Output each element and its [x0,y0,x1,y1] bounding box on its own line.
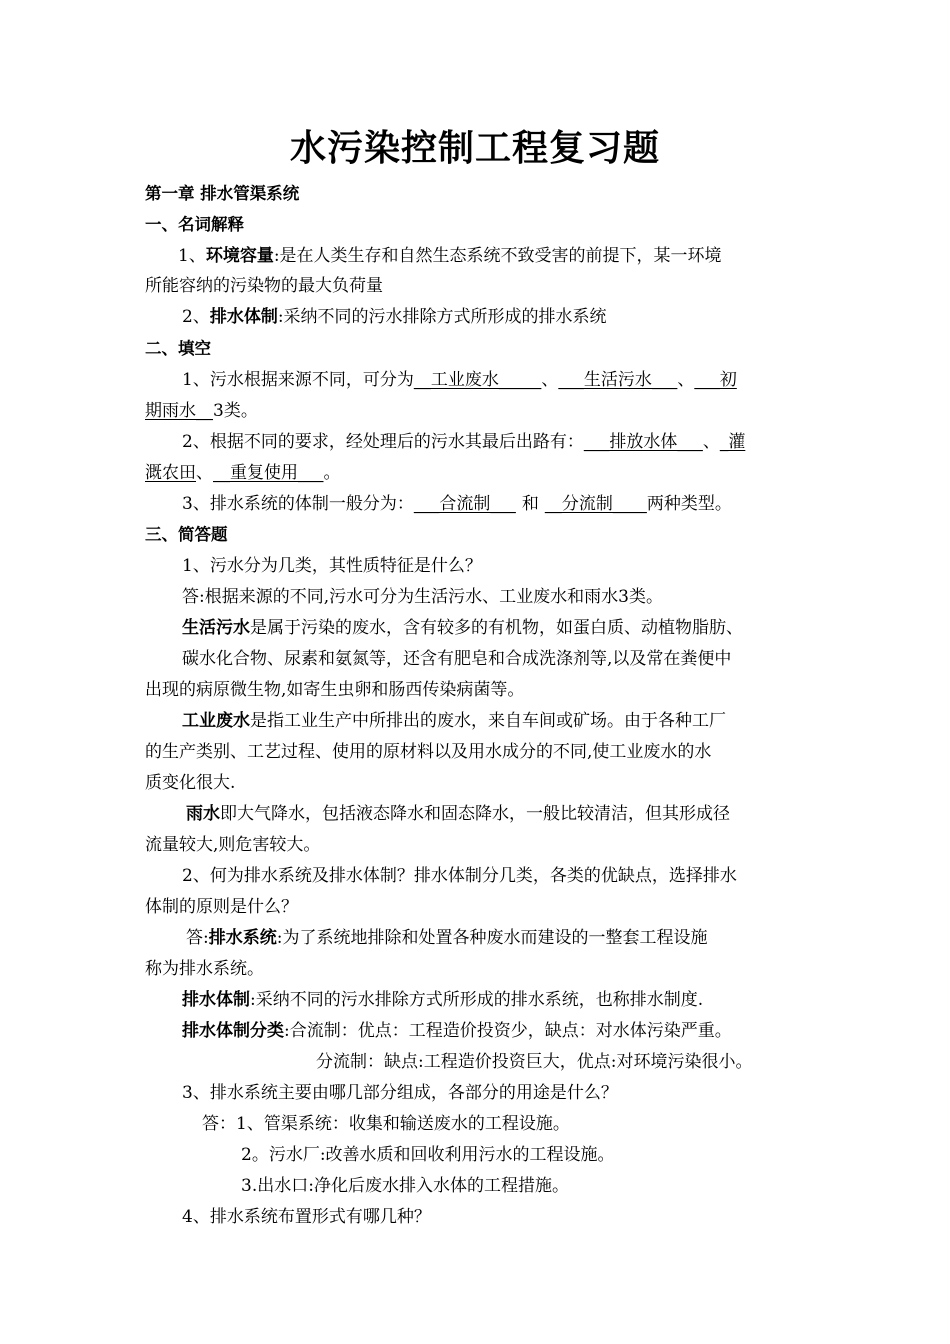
industrial-wastewater-term: 工业废水 [182,711,250,731]
fill-3-answer-2: __分流制____ [544,494,647,514]
fill-1-sep-2: 、 [677,370,695,390]
fill-question-1 [182,367,737,393]
fill-2-answer-3: __重复使用___ [213,463,324,483]
term-2-number: 2、 [182,307,210,327]
answer-2-prefix: 答: [186,928,209,948]
fill-question-2-cont [145,460,341,486]
chapter-heading: 第一章 排水管渠系统 [145,184,300,203]
fill-2-answer-2: _灌 [719,432,746,452]
answer-3-item-3: 3.出水口:净化后废水排入水体的工程措施。 [241,1176,569,1196]
rainwater-term: 雨水 [186,804,220,824]
term-1-number: 1、 [178,246,206,266]
domestic-sewage-term: 生活污水 [182,618,250,638]
fill-3-end: 两种类型。 [646,494,732,514]
drainage-system-desc: :为了系统地排除和处置各种废水而建设的一整套工程设施 [276,928,708,948]
domestic-sewage-desc: 是属于污染的废水，含有较多的有机物，如蛋白质、动植物脂肪、 [250,618,743,638]
fill-1-answer-3: ___初 [694,370,737,390]
fill-2-sep-1: 、 [702,432,720,452]
separate-system-desc: 分流制：缺点:工程造价投资巨大，优点:对环境污染很小。 [316,1052,753,1072]
fill-3-text: 3、排水系统的体制一般分为： [182,494,414,514]
fill-1-end: 3类。 [213,401,258,421]
answer-2-system-cont: 称为排水系统。 [145,959,264,979]
drainage-classes-term: 排水体制分类 [182,1021,284,1041]
answer-1-domestic-cont-1: 碳水化合物、尿素和氨氮等，还含有肥皂和合成洗涤剂等,以及常在粪便中 [182,649,732,669]
term-2-definition: :采纳不同的污水排除方式所形成的排水系统 [277,307,607,327]
term-2-name: 排水体制 [209,307,278,327]
answer-2-classes [182,1018,732,1044]
drainage-system-term: 排水系统 [208,928,277,948]
answer-1-domestic [182,615,743,641]
answer-2-system [186,925,707,951]
question-3: 3、排水系统主要由哪几部分组成，各部分的用途是什么？ [182,1083,618,1103]
fill-3-answer-1: ___合流制___ [413,494,516,514]
term-1-name: 环境容量 [205,246,274,266]
term-2 [182,304,607,330]
question-1: 1、污水分为几类，其性质特征是什么？ [182,556,482,576]
fill-1-answer-2: ___生活污水___ [558,370,678,390]
industrial-wastewater-desc: 是指工业生产中所排出的废水，来自车间或矿场。由于各种工厂 [250,711,726,731]
answer-1-industrial [182,708,726,734]
answer-1-industrial-cont-1: 的生产类别、工艺过程、使用的原材料以及用水成分的不同,使工业废水的水 [145,742,712,762]
fill-3-mid: 和 [521,494,539,514]
term-1-definition: :是在人类生存和自然生态系统不致受害的前提下，某一环境 [273,246,722,266]
fill-1-answer-3-cont: 期雨水__ [145,401,213,421]
fill-2-text: 2、根据不同的要求，经处理后的污水其最后出路有： [182,432,584,452]
answer-3-item-2: 2。污水厂:改善水质和回收利用污水的工程设施。 [241,1145,615,1165]
answer-1-intro: 答:根据来源的不同,污水可分为生活污水、工业废水和雨水3类。 [182,587,663,607]
fill-question-2 [182,429,745,455]
drainage-regime-term: 排水体制 [182,990,250,1010]
fill-1-answer-1: __工业废水_____ [413,370,542,390]
fill-question-3 [182,491,732,517]
fill-2-end: 。 [323,463,341,483]
answer-1-domestic-cont-2: 出现的病原微生物,如寄生虫卵和肠西传染病菌等。 [145,680,525,700]
page-title: 水污染控制工程复习题 [289,128,660,169]
section-heading-short-answer: 三、简答题 [145,525,228,544]
answer-1-rain [186,801,730,827]
answer-3-item-1: 答：1、管渠系统：收集和输送废水的工程设施。 [202,1114,570,1134]
drainage-regime-desc: :采纳不同的污水排除方式所形成的排水系统，也称排水制度. [250,990,704,1010]
question-2: 2、何为排水系统及排水体制？排水体制分几类，各类的优缺点，选择排水 [182,866,737,886]
fill-1-text: 1、污水根据来源不同，可分为 [182,370,414,390]
rainwater-desc: 即大气降水，包括液态降水和固态降水，一般比较清洁，但其形成径 [220,804,730,824]
answer-1-rain-cont: 流量较大,则危害较大。 [145,835,321,855]
fill-question-1-cont [145,398,258,424]
combined-system-desc: :合流制：优点：工程造价投资少，缺点：对水体污染严重。 [284,1021,732,1041]
fill-2-sep-2: 、 [196,463,213,483]
fill-1-sep-1: 、 [541,370,559,390]
question-2-cont: 体制的原则是什么？ [145,897,298,917]
answer-1-industrial-cont-2: 质变化很大. [145,773,236,793]
fill-2-answer-2-cont: 溉农田 [145,463,196,483]
section-heading-fill: 二、填空 [145,339,211,358]
section-heading-terms: 一、名词解释 [145,215,244,234]
fill-2-answer-1: ___排放水体___ [583,432,703,452]
answer-2-regime [182,987,703,1013]
question-4: 4、排水系统布置形式有哪几种？ [182,1207,431,1227]
term-1 [178,243,722,269]
term-1-definition-cont: 所能容纳的污染物的最大负荷量 [145,276,383,296]
